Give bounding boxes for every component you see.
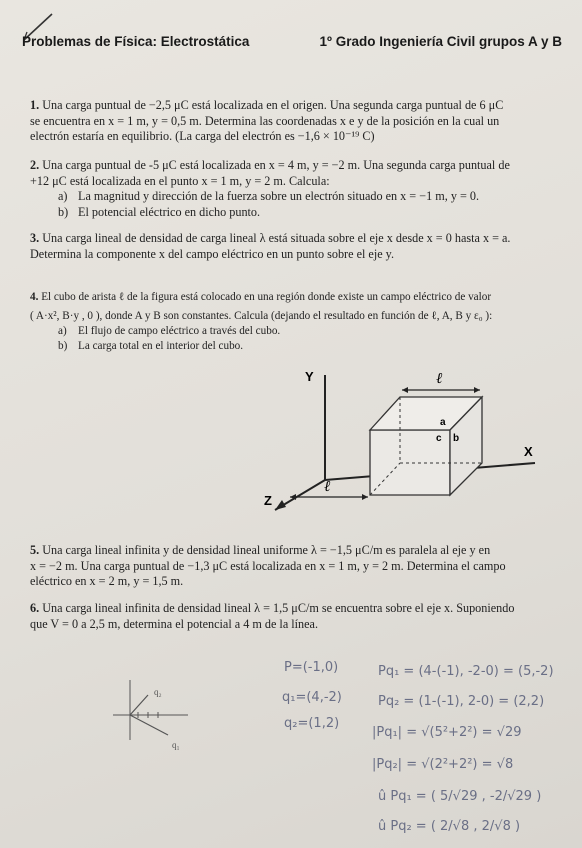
problem-number: 5.: [30, 543, 40, 557]
sketch-label-q2: q₂: [154, 687, 162, 697]
subquestion-text: El flujo de campo eléctrico a través del cubo.: [78, 325, 281, 337]
y-axis-label: Y: [305, 369, 314, 384]
handwritten-sketch: [108, 670, 198, 750]
problem-text: x = −2 m. Una carga puntual de −1,3 μC está localizada en x = 1 m, y = 2 m. Determina el campo: [30, 558, 506, 573]
z-axis-label: Z: [264, 493, 272, 508]
problem-text: electrón estaría en equilibrio. (La carga del electrón es −1,6 × 10⁻¹⁹ C): [30, 129, 375, 143]
subquestion-label: b): [58, 340, 68, 352]
subquestion-text: La carga total en el interior del cubo.: [78, 340, 244, 352]
subquestion-text: El potencial eléctrico en dicho punto.: [78, 204, 261, 219]
subquestion-a: [30, 324, 558, 339]
hand-note-q2: q₂=(1,2): [284, 716, 340, 731]
subquestion-b: [30, 339, 558, 354]
hand-note-p: P=(-1,0): [284, 660, 339, 675]
problem-text: Una carga puntual de -5 μC está localizada en x = 4 m, y = −2 m. Una segunda carga puntual de: [42, 158, 510, 172]
hand-note-u2: û Pq₂ = ( 2/√8 , 2/√8 ): [378, 819, 521, 834]
hand-note-q1: q₁=(4,-2): [282, 690, 342, 705]
problem-number: 3.: [30, 231, 40, 245]
problem-3: [30, 231, 558, 262]
subquestion-text: La magnitud y dirección de la fuerza sobre un electrón situado en x = −1 m, y = 0.: [78, 189, 480, 203]
problem-text: que V = 0 a 2,5 m, determina el potencial a 4 m de la línea.: [30, 616, 319, 631]
problem-text: Una carga lineal de densidad de carga lineal λ está situada sobre el eje x desde x = 0 hasta x = a.: [42, 231, 511, 245]
problem-text: Una carga puntual de −2,5 μC está localizada en el origen. Una segunda carga puntual de 6 μC: [42, 98, 504, 112]
page-header: [22, 34, 562, 49]
header-title: Problemas de Física: Electrostática: [22, 34, 250, 49]
header-course: 1º Grado Ingeniería Civil grupos A y B: [319, 34, 562, 49]
subquestion-a: [30, 189, 558, 205]
problem-number: 6.: [30, 601, 40, 615]
problem-6: [30, 601, 558, 632]
problem-number: 4.: [30, 291, 39, 303]
hand-note-u1: û Pq₁ = ( 5/√29 , -2/√29 ): [378, 789, 542, 804]
cube-diagram: [250, 355, 580, 525]
edge-label-top: ℓ: [436, 371, 443, 387]
problem-number: 2.: [30, 158, 40, 172]
hand-note-pq1: Pq₁ = (4-(-1), -2-0) = (5,-2): [378, 664, 554, 679]
sketch-label-q1: q₁: [172, 740, 180, 750]
problem-text: +12 μC está localizada en el punto x = 1 m, y = 2 m. Calcula:: [30, 173, 330, 188]
problem-text: ( A·x², B·y , 0 ), donde A y B son constantes. Calcula (dejando el resultado en función de ℓ, A, B y ε₀ ):: [30, 310, 493, 322]
face-label-a: a: [440, 417, 446, 428]
edge-label-bottom: ℓ: [324, 479, 331, 495]
problem-text: Una carga lineal infinita de densidad lineal λ = 1,5 μC/m se encuentra sobre el eje x. Suponiendo: [42, 601, 515, 615]
problem-2: [30, 158, 558, 220]
problem-text: El cubo de arista ℓ de la figura está colocado en una región donde existe un campo eléctrico de valor: [41, 291, 492, 303]
problem-text: Una carga lineal infinita y de densidad lineal uniforme λ = −1,5 μC/m es paralela al eje y en: [42, 543, 491, 557]
subquestion-label: b): [58, 204, 69, 219]
subquestion-b: [30, 205, 558, 221]
x-axis-label: X: [524, 444, 533, 459]
subquestion-label: a): [58, 325, 67, 337]
problem-number: 1.: [30, 98, 40, 112]
z-arrow-head: [275, 500, 286, 510]
problem-text: Determina la componente x del campo eléctrico en un punto sobre el eje y.: [30, 246, 395, 261]
problem-1: [30, 98, 558, 145]
face-label-b: b: [453, 433, 460, 444]
subquestion-label: a): [58, 189, 68, 203]
face-label-c: c: [436, 433, 442, 444]
problem-text: eléctrico en x = 2 m, y = 1,5 m.: [30, 574, 184, 588]
hand-note-mod2: |Pq₂| = √(2²+2²) = √8: [372, 757, 514, 772]
problem-5: [30, 543, 558, 590]
hand-note-mod1: |Pq₁| = √(5²+2²) = √29: [372, 725, 522, 740]
problem-text: se encuentra en x = 1 m, y = 0,5 m. Determina las coordenadas x e y de la posición en la cual un: [30, 113, 500, 128]
problem-4: [30, 290, 558, 354]
hand-note-pq2: Pq₂ = (1-(-1), 2-0) = (2,2): [378, 694, 545, 709]
